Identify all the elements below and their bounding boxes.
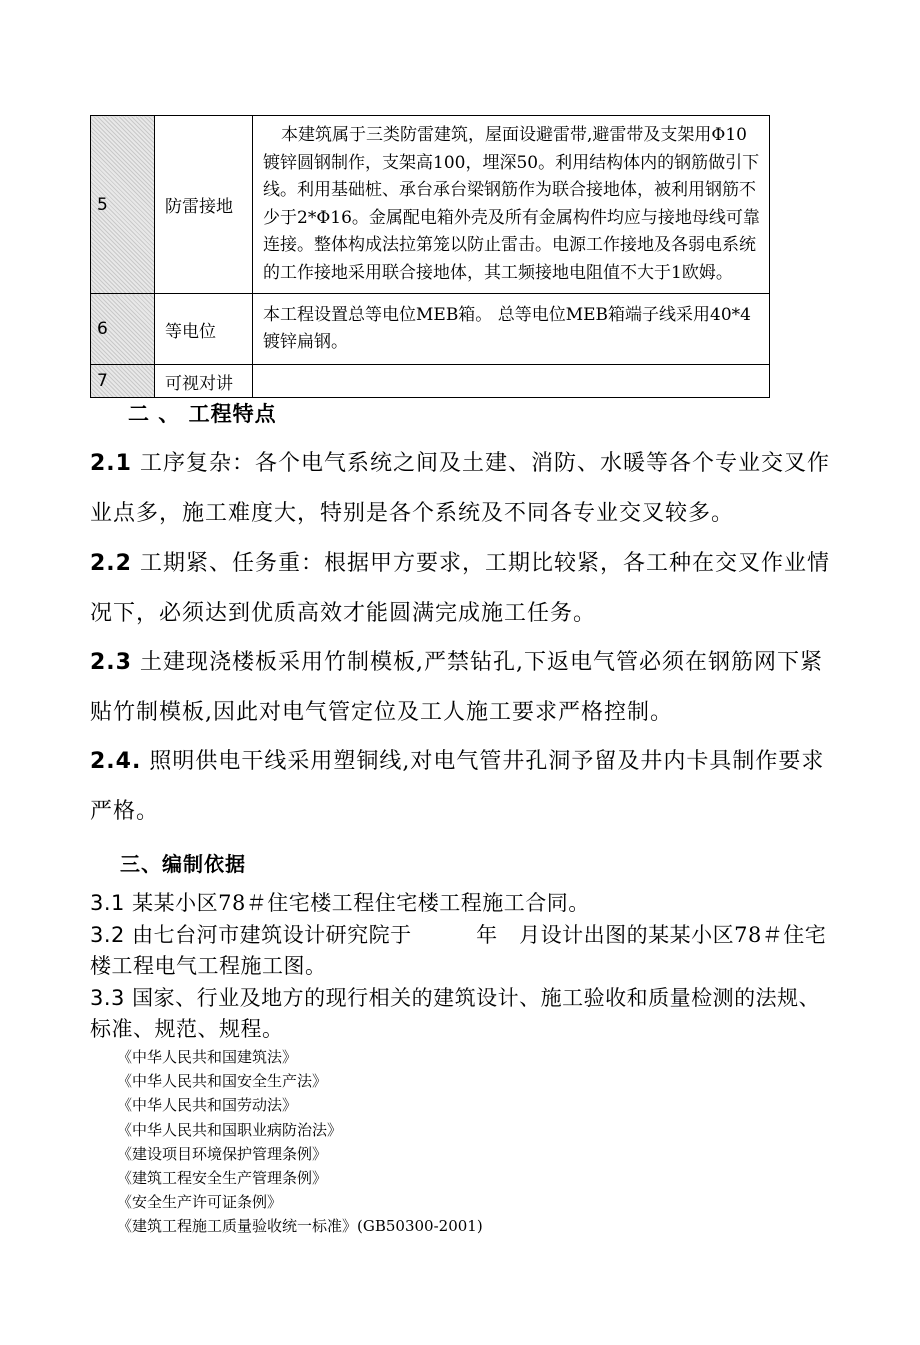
row-description	[253, 365, 770, 398]
law-item: 《中华人民共和国建筑法》	[117, 1048, 298, 1066]
law-item: 《安全生产许可证条例》	[117, 1193, 283, 1212]
section-2-item	[90, 439, 835, 539]
row-number: 6	[91, 294, 155, 365]
section-2-item	[90, 539, 835, 639]
law-item: 《中华人民共和国职业病防治法》	[117, 1120, 343, 1139]
table-row	[91, 116, 770, 294]
row-name: 等电位	[155, 294, 253, 365]
law-list	[117, 1045, 483, 1239]
section-3-heading: 三、编制依据	[120, 852, 246, 876]
item-text: 工期紧、任务重：根据甲方要求，工期比较紧，各工种在交叉作业情况下，必须达到优质高效才能圆满完成施工任务。	[90, 551, 830, 626]
law-item: 《建筑工程安全生产管理条例》	[117, 1169, 328, 1188]
item-number: 2.3	[90, 650, 132, 675]
item-text: 工序复杂：各个电气系统之间及土建、消防、水暖等各个专业交叉作业点多，施工难度大，特别是各个系统及不同各专业交叉较多。	[90, 451, 830, 526]
item-number: 2.4.	[90, 749, 142, 774]
section-3-item	[90, 983, 835, 1045]
item-text: 国家、行业及地方的现行相关的建筑设计、施工验收和质量检测的法规、标准、规范、规程。	[90, 986, 821, 1041]
section-3-item	[90, 920, 835, 982]
item-number: 3.1	[90, 891, 125, 915]
row-description: 本建筑属于三类防雷建筑，屋面设避雷带,避雷带及支架用Φ10镀锌圆钢制作，支架高100，埋深50。利用结构体内的钢筋做引下线。利用基础桩、承台承台梁钢筋作为联合接地体，被利用钢筋不少于2*Φ16。金属配电箱外壳及所有金属构件均应与接地母线可靠连接。整体构成法拉第笼以防止雷击。电源工作接地及各弱电系统的工作接地采用联合接地体，其工频接地电阻值不大于1欧姆。	[253, 116, 770, 294]
section-2-item	[90, 638, 835, 738]
row-name: 可视对讲	[155, 365, 253, 398]
law-item: 《建筑工程施工质量验收统一标准》(GB50300-2001)	[117, 1217, 483, 1236]
item-number: 2.1	[90, 451, 132, 476]
law-item: 《中华人民共和国劳动法》	[117, 1096, 298, 1115]
section-2-item	[90, 737, 835, 837]
item-number: 3.2	[90, 923, 125, 947]
row-number: 5	[91, 116, 155, 294]
row-number: 7	[91, 365, 155, 398]
law-item: 《建设项目环境保护管理条例》	[117, 1144, 328, 1163]
item-text: 某某小区78＃住宅楼工程住宅楼工程施工合同。	[124, 891, 590, 915]
item-text: 由七台河市建筑设计研究院于 年 月设计出图的某某小区78＃住宅楼工程电气工程施工图。	[90, 923, 827, 978]
item-number: 3.3	[90, 986, 125, 1010]
row-name: 防雷接地	[155, 116, 253, 294]
table-row	[91, 294, 770, 365]
spec-table	[90, 115, 770, 398]
item-text: 土建现浇楼板采用竹制模板,严禁钻孔,下返电气管必须在钢筋网下紧贴竹制模板,因此对电气管定位及工人施工要求严格控制。	[90, 650, 823, 725]
table-row	[91, 365, 770, 398]
item-text: 照明供电干线采用塑铜线,对电气管井孔洞予留及井内卡具制作要求严格。	[90, 749, 825, 824]
law-item: 《中华人民共和国安全生产法》	[117, 1072, 328, 1091]
section-2-heading: 二 、 工程特点	[128, 401, 277, 426]
section-3-item	[90, 888, 835, 919]
item-number: 2.2	[90, 551, 132, 576]
row-description: 本工程设置总等电位MEB箱。 总等电位MEB箱端子线采用40*4镀锌扁钢。	[253, 294, 770, 365]
